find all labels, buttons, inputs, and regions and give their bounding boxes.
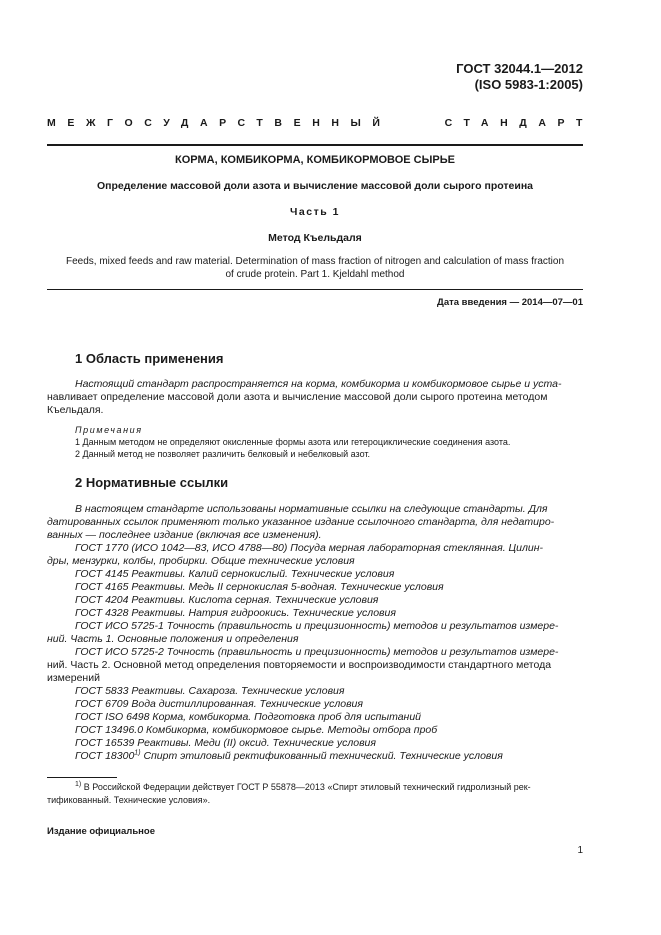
ref-line: ванных — последнее издание (включая все изменения). [47,529,322,541]
footnote-rule [47,777,117,778]
ref-line: ГОСТ 1770 (ИСО 1042—83, ИСО 4788—80) Посуда мерная лабораторная стеклянная. Цилин- [75,542,544,554]
ref-line: ГОСТ 4165 Реактивы. Медь II сернокислая 5-водная. Технические условия [75,581,444,593]
iso-code: (ISO 5983-1:2005) [474,77,583,92]
section-2-heading: 2 Нормативные ссылки [75,475,229,490]
section-1-text: Настоящий стандарт распространяется на корма, комбикорма и комбикормовое сырье и уста- [75,378,562,390]
introduction-date: Дата введения — 2014—07—01 [437,297,583,308]
standard-banner [47,117,594,131]
section-1-text: Къельдаля. [47,404,104,416]
edition-label: Издание официальное [47,826,155,837]
gost-code: ГОСТ 32044.1—2012 [456,61,583,76]
ref-line: ГОСТ ИСО 5725-1 Точность (правильность и прецизионность) методов и результатов измере- [75,620,559,632]
document-code [456,61,583,93]
title-english-line: Feeds, mixed feeds and raw material. Determination of mass fraction of nitrogen and calculation of mass fraction [65,256,565,267]
footnote-text [75,781,583,794]
ref-line: ний. Часть 1. Основные положения и определения [47,633,299,645]
ref-line: датированных ссылок применяют только указанное издание ссылочного стандарта, для недатиро- [47,516,555,528]
ref-line: ГОСТ 16539 Реактивы. Меди (II) оксид. Технические условия [75,737,377,749]
ref-line: В настоящем стандарте использованы нормативные ссылки на следующие стандарты. Для [75,503,548,515]
note-item: 2 Данный метод не позволяет различить белковый и небелковый азот. [75,449,371,459]
title-english [47,255,583,281]
ref-code: ГОСТ 18300 [75,750,135,762]
ref-line: ГОСТ 13496.0 Комбикорма, комбикормовое сырье. Методы отбора проб [75,724,438,736]
ref-line: ГОСТ ИСО 5725-2 Точность (правильность и прецизионность) методов и результатов измере- [75,646,559,658]
ref-line: ГОСТ 5833 Реактивы. Сахароза. Технические условия [75,685,345,697]
ref-line: ний. Часть 2. Основной метод определения повторяемости и воспроизводимости стандартного метода [47,659,552,671]
ref-line: ГОСТ 4204 Реактивы. Кислота серная. Технические условия [75,594,379,606]
ref-line: ГОСТ 4328 Реактивы. Натрия гидроокись. Технические условия [75,607,396,619]
section-1-heading: 1 Область применения [75,351,224,366]
title-part: Часть 1 [290,206,340,218]
footnote-line: В Российской Федерации действует ГОСТ Р 55878—2013 «Спирт этиловый технический гидролизный рек- [81,782,531,792]
top-rule [47,144,583,146]
title-sub: Определение массовой доли азота и вычисление массовой доли сырого протеина [96,180,534,192]
banner-left: МЕЖГОСУДАРСТВЕННЫЙ [47,117,392,129]
notes-heading: Примечания [75,425,143,435]
mid-rule [47,289,583,290]
title-english-line: of crude protein. Part 1. Kjeldahl method [225,269,405,280]
ref-line-footnoted [75,750,611,763]
footnote-mark: 1) [75,781,82,788]
ref-line: ГОСТ 6709 Вода дистиллированная. Технические условия [75,698,364,710]
page-number: 1 [577,845,583,856]
ref-line: дры, мензурки, колбы, пробирки. Общие технические условия [47,555,355,567]
banner-right: СТАНДАРТ [444,117,594,129]
note-item: 1 Данным методом не определяют окисленные формы азота или гетероциклические соединения азота. [75,437,511,447]
footnote-marker: 1) [134,749,141,757]
section-1-text: навливает определение массовой доли азота и вычисление массовой доли сырого протеина методом [47,391,548,403]
title-method: Метод Къельдаля [268,232,362,244]
title-main: КОРМА, КОМБИКОРМА, КОМБИКОРМОВОЕ СЫРЬЕ [175,154,455,166]
ref-line: измерений [47,672,100,684]
ref-title: Спирт этиловый ректификованный технический. Технические условия [140,750,503,762]
ref-line: ГОСТ 4145 Реактивы. Калий сернокислый. Технические условия [75,568,395,580]
ref-line: ГОСТ ISO 6498 Корма, комбикорма. Подготовка проб для испытаний [75,711,421,723]
footnote-line: тификованный. Технические условия». [47,795,211,805]
